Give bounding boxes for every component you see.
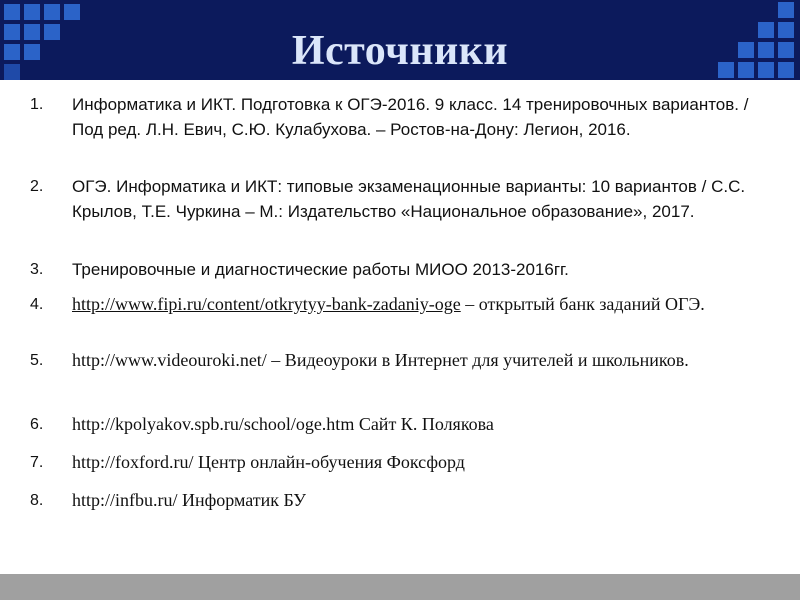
source-text: http://infbu.ru/ Информатик БУ: [72, 490, 306, 510]
decor-square: [4, 4, 20, 20]
source-text: Тренировочные и диагностические работы МИОО 2013-2016гг.: [72, 260, 569, 279]
decor-square: [778, 2, 794, 18]
fipi-link[interactable]: http://www.fipi.ru/content/otkrytyy-bank-zadaniy-oge: [72, 294, 461, 314]
list-number: 5.: [30, 352, 44, 369]
source-text: [72, 292, 772, 317]
source-text: ОГЭ. Информатика и ИКТ: типовые экзаменационные варианты: 10 вариантов / С.С. Крылов, Т.Е. Чуркина – М.: Издательство «Национальное образование», 2017.: [72, 177, 746, 221]
list-number: 7.: [30, 454, 44, 471]
source-text: http://kpolyakov.spb.ru/school/oge.htm Сайт К. Полякова: [72, 414, 494, 434]
source-text: http://www.videouroki.net/ – Видеоуроки в Интернет для учителей и школьников.: [72, 350, 689, 370]
decor-square: [64, 4, 80, 20]
decor-square: [44, 4, 60, 20]
footer-bar: [0, 574, 800, 600]
list-number: 6.: [30, 416, 44, 433]
source-description: – открытый банк заданий ОГЭ.: [460, 294, 705, 314]
source-text: http://foxford.ru/ Центр онлайн-обучения Фоксфорд: [72, 452, 465, 472]
source-text: Информатика и ИКТ. Подготовка к ОГЭ-2016. 9 класс. 14 тренировочных вариантов. / Под ред. Л.Н. Евич, С.Ю. Кулабухова. – Ростов-на-Дону: Легион, 2016.: [72, 95, 749, 139]
list-number: 4.: [30, 296, 44, 313]
list-number: 2.: [30, 178, 44, 195]
list-number: 8.: [30, 492, 44, 509]
slide-header: [0, 0, 800, 80]
slide-title: Источники: [291, 28, 509, 74]
list-number: 3.: [30, 261, 44, 278]
decor-square: [24, 4, 40, 20]
list-number: 1.: [30, 96, 44, 113]
